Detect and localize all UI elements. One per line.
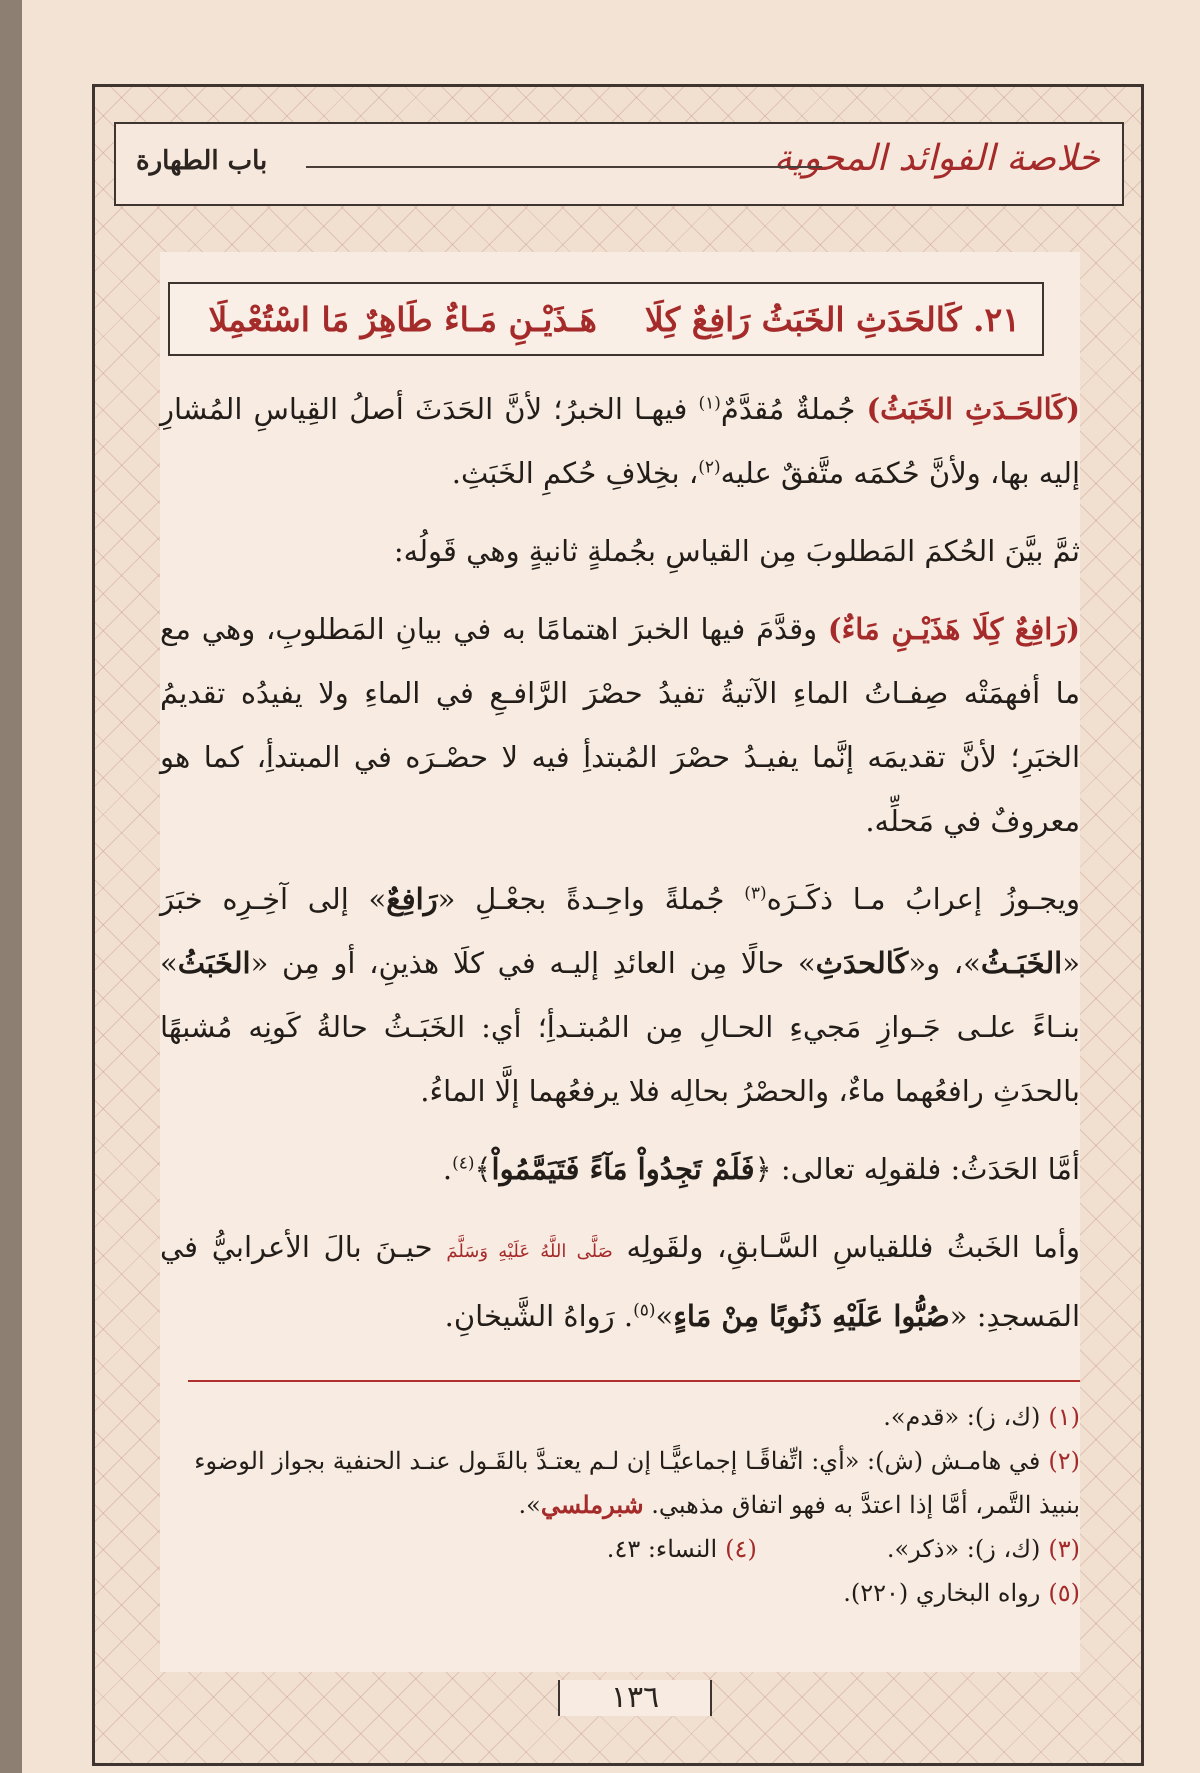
paragraph-text: جُملةً واحِـدةً بجعْـلِ « [437, 882, 745, 916]
paragraph-text: ، بخِلافِ حُكمِ الخَبَثِ. [451, 456, 699, 490]
footnote-number: (٣) [1048, 1535, 1080, 1563]
paragraph-text: فيهـا الخبرُ؛ لأنَّ الحَدَثَ أصلُ القِياسِ المُشارِ إليه بها، ولأنَّ حُكمَه متَّفقٌ عليه [160, 392, 1080, 490]
footnote-text: (ك، ز): «ذكر». [886, 1535, 1041, 1563]
paragraph-text: حيـنَ بالَ الأعرابيُّ في المَسجدِ: « [160, 1230, 1080, 1333]
footnote-3-4 [160, 1527, 1080, 1571]
running-header [114, 122, 1124, 206]
paragraph-text: » إلى آخِـرِه خبَرَ « [160, 882, 1080, 980]
footnote-2 [160, 1439, 1080, 1527]
salutation: صَلَّى اللَّهُ عَلَيْهِ وَسَلَّمَ [446, 1241, 613, 1262]
bold-term: الخَبَثُ [177, 946, 251, 980]
footnote-ref-1[interactable]: (١) [698, 393, 721, 414]
paragraph-2: ثمَّ بيَّنَ الحُكمَ المَطلوبَ مِن القياسِ بجُملةٍ ثانيةٍ وهي قَولُه: [393, 534, 1080, 568]
paragraph-text: . [442, 1152, 453, 1186]
paragraph-text: » [655, 1299, 674, 1333]
hadith-quote: صُبُّوا عَلَيْهِ ذَنُوبًا مِنْ مَاءٍ [673, 1299, 950, 1333]
footnote-number: (٥) [1048, 1579, 1080, 1607]
quoted-verse-segment: (رَافِعٌ كِلَا هَذَيْـنِ مَاءٌ) [827, 612, 1080, 646]
book-page [22, 0, 1200, 1773]
verse-hemistich-2: هَـذَيْـنِ مَـاءٌ طَاهِرٌ مَا اسْتُعْمِلَا [208, 299, 597, 339]
footnote-1 [160, 1395, 1080, 1439]
paragraph-text: وقدَّمَ فيها الخبرَ اهتمامًا به في بيانِ المَطلوبِ، وهي مع ما أفهمَتْه صِفـاتُ الماءِ الآتيةُ تفيدُ حصْرَ الرَّافـعِ في الماءِ ولا يفيدُه تقديمُ الخبَرِ؛ لأنَّ تقديمَه إنَّما يفيـدُ حصْرَ المُبتدأِ فيه لا حصْـرَه في المبتدأِ، كما هو معروفٌ في مَحلِّه. [160, 612, 1080, 838]
verse-box [168, 282, 1044, 356]
book-title: خلاصة الفوائد المحوية [773, 138, 1100, 179]
bold-term: رَافِعٌ [386, 882, 438, 916]
paragraph-text: . رَواهُ الشَّيخانِ. [444, 1299, 634, 1333]
paragraph-3 [160, 597, 1080, 853]
paragraph-6 [160, 1215, 1080, 1348]
paragraph-text: أمَّا الحَدَثُ: فلقولِه تعالى: ﴿ [754, 1152, 1080, 1186]
footnote-ref-3[interactable]: (٣) [744, 883, 767, 904]
footnote-source: شبرملسي [540, 1490, 644, 1519]
verse-hemistich-1: ٢١. كَالحَدَثِ الخَبَثُ رَافِعٌ كِلَا [644, 299, 1020, 339]
footnote-text: رواه البخاري (٢٢٠). [843, 1579, 1041, 1607]
paragraph-text: » حالًا مِن العائدِ إليـه في كلَا هذينِ، أو مِن « [250, 946, 816, 980]
page-content [160, 252, 1080, 1672]
footnote-number: (٤) [725, 1535, 757, 1563]
quran-quote: فَلَمْ تَجِدُواْ مَآءً فَتَيَمَّمُواْ [491, 1152, 755, 1186]
paragraph-5 [160, 1137, 1080, 1201]
paragraph-text: وأما الخَبثُ فللقياسِ السَّـابقِ، ولقَولِه [612, 1230, 1081, 1264]
footnote-divider [188, 1380, 1080, 1382]
footnote-text: في هامـش (ش): «أي: اتِّفاقًـا إجماعيًّـا إن لـم يعتـدَّ بالقَـول عنـد الحنفية بجواز الوضوء بنبيذ التَّمر، أمَّا إذا اعتدَّ به فهو اتفاق مذهبي. [194, 1447, 1080, 1519]
paragraph-text: جُملةٌ مُقدَّمٌ [720, 392, 867, 426]
paragraph-text: ﴾ [474, 1152, 492, 1186]
paragraph-text: » بنـاءً علـى جَـوازِ مَجيءِ الحـالِ مِن المُبتـدأِ؛ أي: الخَبَـثُ حالةُ كَونِه مُشبهًا بالحدَثِ رافعُهما ماءٌ، والحصْرُ بحالِه فلا يرفعُهما إلَّا الماءُ. [160, 946, 1080, 1108]
paragraph-text: ويجـوزُ إعرابُ مـا ذكَـرَه [766, 882, 1080, 916]
bold-term: كَالحدَثِ [815, 946, 909, 980]
footnote-text: ». [518, 1491, 541, 1519]
footnote-text: النساء: ٤٣. [606, 1535, 718, 1563]
paragraph-1 [160, 377, 1080, 505]
footnote-5 [160, 1571, 1080, 1615]
footnote-number: (١) [1048, 1403, 1080, 1431]
footnote-ref-5[interactable]: (٥) [633, 1300, 656, 1321]
commentary-body [160, 377, 1080, 1362]
footnote-text: (ك، ز): «قدم». [883, 1403, 1041, 1431]
footnote-ref-2[interactable]: (٢) [698, 457, 721, 478]
header-rule [306, 166, 822, 168]
quoted-verse-segment: (كَالحَـدَثِ الخَبَثُ) [866, 392, 1080, 426]
paragraph-text: »، و« [908, 946, 981, 980]
footnote-number: (٢) [1048, 1447, 1080, 1475]
page-number: ١٣٦ [558, 1680, 712, 1716]
bold-term: الخَبَـثُ [980, 946, 1063, 980]
footnote-ref-4[interactable]: (٤) [452, 1153, 475, 1174]
footnotes [160, 1395, 1080, 1615]
chapter-title: باب الطهارة [136, 146, 268, 176]
paragraph-4 [160, 867, 1080, 1123]
